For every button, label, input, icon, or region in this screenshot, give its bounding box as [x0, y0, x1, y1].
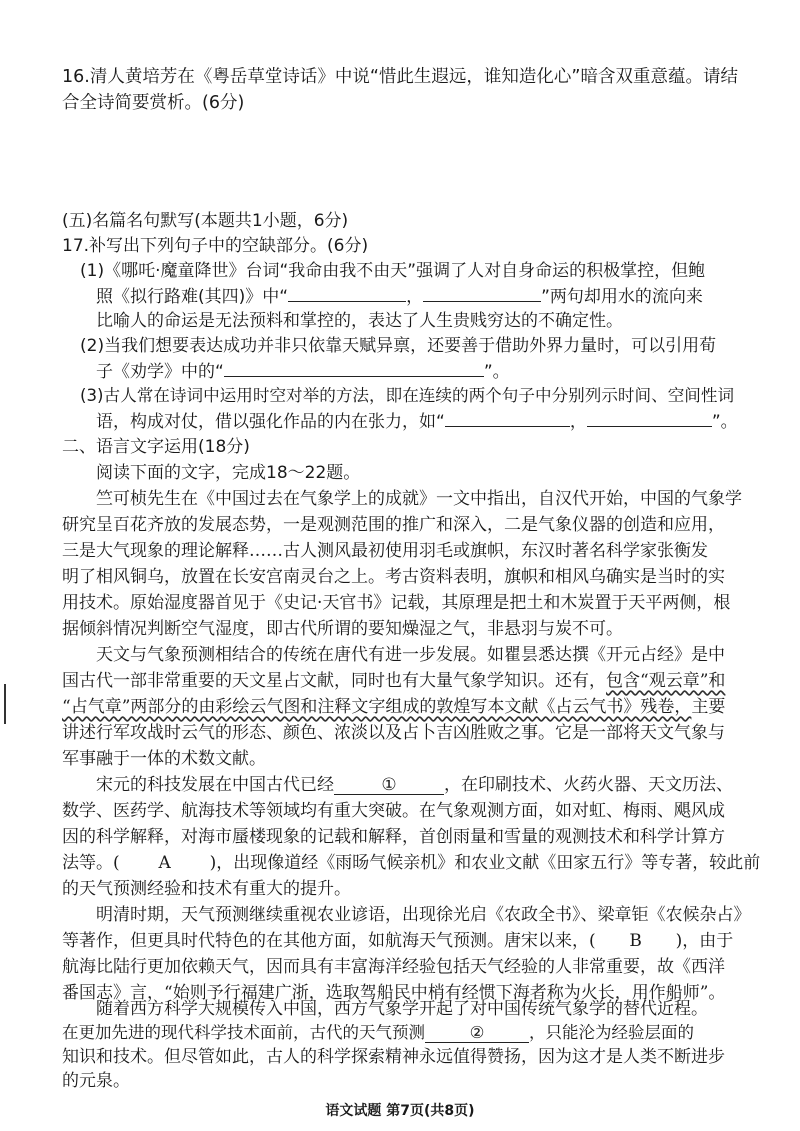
passage-p4-line-3: 航海比陆行更加依赖天气，因而具有丰富海洋经验包括天气经验的人非常重要，故《西洋 [62, 957, 725, 977]
passage-p3-line-3: 因的科学解释，对海市蜃楼现象的记载和解释，首创雨量和雪量的观测技术和科学计算方 [62, 827, 725, 847]
margin-binding-mark [4, 684, 6, 724]
passage-p4-line-2-text-a: 等著作，但更具时代特色的在其他方面，如航海天气预测。唐宋以来，( [62, 931, 596, 951]
answer-blank-1a[interactable] [288, 285, 406, 302]
q17-item-3-line-2 [96, 410, 738, 433]
q17-item-2-text-b: ”。 [483, 362, 510, 382]
answer-blank-circle-2[interactable] [425, 1022, 529, 1043]
passage-p5-text-b: ，只能沦为经验层面的 [529, 1023, 694, 1042]
passage-p3-line-4-text-a: 法等。( [62, 853, 120, 873]
passage-intro: 阅读下面的文字，完成18～22题。 [96, 463, 361, 483]
blank-B-label: B [629, 931, 642, 951]
q17-item-2-line-2 [96, 360, 510, 383]
passage-p5-line-2 [62, 1022, 694, 1044]
passage-p1-line-6: 据倾斜情况判断空气湿度，即古代所谓的要知燥湿之气，非悬羽与炭不可。 [62, 619, 623, 639]
q17-item-2-text-a: 子《劝学》中的“ [96, 362, 224, 382]
q17-item-3-line-1: (3)古人常在诗词中运用时空对举的方法，即在连续的两个句子中分别列示时间、空间性词 [80, 386, 735, 405]
passage-p5-text-a: 在更加先进的现代科学技术面前，古代的天气预测 [62, 1023, 425, 1042]
q17-item-1-text-a: 照《拟行路难(其四)》中“ [96, 287, 289, 307]
page-footer: 语文试题 第7页(共8页) [325, 1103, 475, 1119]
q17-stem: 17.补写出下列句子中的空缺部分。(6分) [62, 236, 369, 256]
wavy-underlined-sentence-part-2: “占气章”两部分的由彩绘云气图和注释文字组成的敦煌写本文献《占云气书》残卷， [62, 697, 692, 717]
answer-blank-1b[interactable] [423, 285, 541, 302]
blank-A[interactable] [120, 852, 210, 874]
q17-item-3-text-a: 语，构成对仗，借以强化作品的内在张力，如“ [96, 412, 445, 432]
passage-p5-line-1: 随着西方科学大规模传入中国，西方气象学开起了对中国传统气象学的替代近程。 [96, 999, 708, 1019]
passage-p2-line-2-text: 国古代一部非常重要的天文星占文献，同时也有大量气象学知识。还有， [62, 671, 606, 691]
blank-2-label: ② [469, 1023, 485, 1042]
passage-p2-line-4: 讲述行军攻战时云气的形态、颜色、浓淡以及占卜吉凶胜败之事。它是一部将天文气象与 [62, 723, 725, 743]
passage-p3-text-a: 宋元的科技发展在中国古代已经 [96, 775, 334, 795]
passage-p3-line-1 [96, 774, 733, 796]
passage-p1-line-4: 明了相风铜乌，放置在长安宫南灵台之上。考古资料表明，旗帜和相风乌确实是当时的实 [62, 567, 725, 587]
q17-item-1-text-c: ”两句却用水的流向来 [541, 287, 703, 307]
passage-p4-line-4: 番国志》言，“始则予行福建广浙，选取驾船民中梢有经惯下海者称为火长，用作船师”。 [62, 983, 726, 1003]
q17-item-1-line-1: (1)《哪吒·魔童降世》台词“我命由我不由天”强调了人对自身命运的积极掌控，但鲍 [80, 261, 706, 281]
section-5-heading: (五)名篇名句默写(本题共1小题，6分) [62, 211, 349, 231]
blank-A-label: A [158, 853, 171, 873]
passage-p1-line-1: 竺可桢先生在《中国过去在气象学上的成就》一文中指出，自汉代开始，中国的气象学 [96, 489, 742, 509]
answer-blank-circle-1[interactable] [334, 774, 444, 795]
answer-blank-3a[interactable] [445, 410, 570, 427]
passage-p4-line-1: 明清时期，天气预测继续重视农业谚语，出现徐光启《农政全书》、梁章钜《农候杂占》 [96, 905, 751, 925]
q17-item-1-line-2 [96, 285, 703, 308]
answer-blank-2[interactable] [224, 360, 484, 377]
q17-item-3-text-c: ”。 [711, 412, 738, 432]
answer-blank-3b[interactable] [587, 410, 712, 427]
q17-item-3-comma: ， [569, 412, 587, 432]
passage-p3-text-b: ，在印刷技术、火药火器、天文历法、 [444, 775, 733, 795]
passage-p3-line-5: 的天气预测经验和技术有重大的提升。 [62, 879, 351, 899]
passage-p1-line-3: 三是大气现象的理论解释……古人测风最初使用羽毛或旗帜，东汉时著名科学家张衡发 [62, 541, 708, 561]
section-2-heading: 二、语言文字运用(18分) [62, 437, 250, 457]
passage-p3-line-4 [62, 852, 760, 874]
q17-item-2-line-1: (2)当我们想要表达成功并非只依靠天赋异禀，还要善于借助外界力量时，可以引用荀 [80, 336, 717, 356]
q17-item-1-line-3: 比喻人的命运是无法预料和掌控的，表达了人生贵贱穷达的不确定性。 [96, 311, 623, 331]
blank-1-label: ① [381, 775, 397, 795]
passage-p2-line-2 [62, 670, 725, 692]
q16-line-2: 合全诗简要赏析。(6分) [62, 93, 245, 113]
passage-p2-line-5: 军事融于一体的术数文献。 [62, 749, 266, 769]
passage-p4-line-2-text-b: )，由于 [675, 931, 734, 951]
passage-p3-line-4-text-b: )，出现像道经《雨旸气候亲机》和农业文献《田家五行》等专著，较此前 [209, 853, 761, 873]
passage-p1-line-5: 用技术。原始湿度器首见于《史记·天官书》记载，其原理是把土和木炭置于天平两侧，根 [62, 593, 731, 613]
passage-p2-line-3-tail: 主要 [691, 697, 726, 717]
passage-p1-line-2: 研究呈百花齐放的发展态势，一是观测范围的推广和深入，二是气象仪器的创造和应用， [62, 515, 725, 535]
passage-p2-line-3 [62, 696, 725, 718]
passage-p5-line-4: 的元泉。 [62, 1071, 130, 1091]
wavy-underlined-sentence-part-1: 包含“观云章”和 [606, 671, 726, 691]
blank-B[interactable] [596, 930, 676, 952]
passage-p5-line-3: 知识和技术。但尽管如此，古人的科学探索精神永远值得赞扬，因为这才是人类不断进步 [62, 1047, 725, 1067]
q16-line-1: 16.清人黄培芳在《粤岳草堂诗话》中说“惜此生遐远，谁知造化心”暗含双重意蕴。请结 [62, 67, 738, 87]
passage-p2-line-1: 天文与气象预测相结合的传统在唐代有进一步发展。如瞿昙悉达撰《开元占经》是中 [96, 645, 725, 665]
passage-p3-line-2: 数学、医药学、航海技术等领域均有重大突破。在气象观测方面，如对虹、梅雨、飓风成 [62, 801, 725, 821]
passage-p4-line-2 [62, 930, 733, 952]
q17-item-1-comma: ， [406, 287, 424, 307]
